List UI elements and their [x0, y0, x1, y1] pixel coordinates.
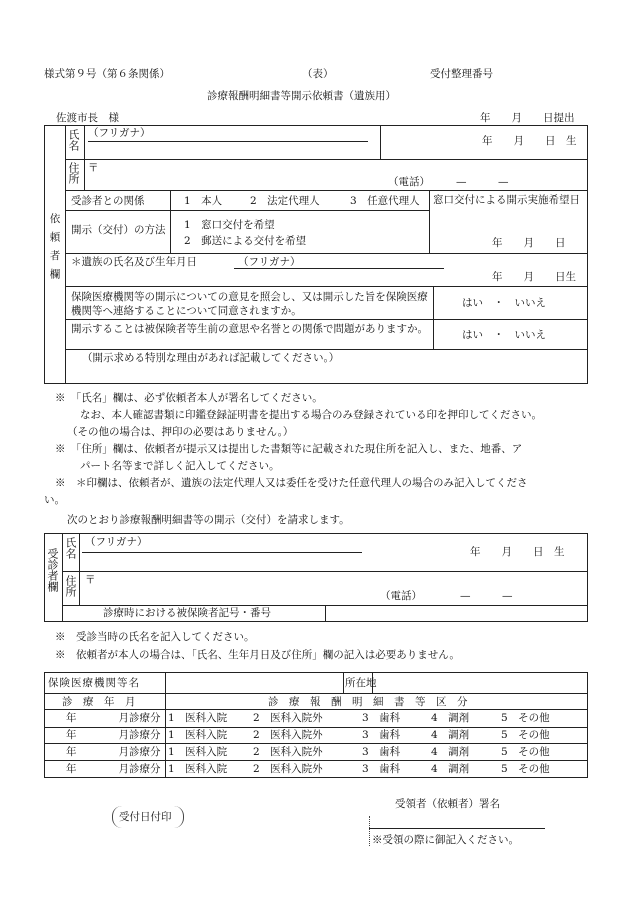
front-side-mark: （表） — [302, 68, 334, 80]
category-medical-outpatient[interactable]: 2 医科入院外 — [253, 729, 323, 741]
insurance-number-label: 診療時における被保険者記号・番号 — [103, 607, 271, 619]
note-asterisk: ※ ＊印欄は、依頼者が、遺族の法定代理人又は委任を受けた任意代理人の場合のみ記入してくださ — [55, 477, 528, 489]
patient-furigana-underline — [82, 552, 362, 553]
postal-mark: 〒 — [88, 162, 99, 174]
note-address-cont: パート名等まで詳しく記入してください。 — [80, 460, 280, 472]
category-medical-outpatient[interactable]: 2 医科入院外 — [253, 763, 323, 775]
category-other[interactable]: 5 その他 — [501, 746, 550, 758]
question-2: 開示することは被保険者等生前の意思や名誉との関係で問題がありますか。 — [71, 323, 428, 335]
category-medical-inpatient[interactable]: 1 医科入院 — [168, 746, 228, 758]
question-2-answer[interactable]: はい ・ いいえ — [462, 329, 546, 341]
patient-phone-label: （電話） — [380, 590, 422, 602]
note-name: ※ 「氏名」欄は、必ず依頼者本人が署名してください。 — [55, 392, 323, 404]
furigana-underline — [88, 141, 368, 142]
category-pharmacy[interactable]: 4 調剤 — [431, 746, 470, 758]
category-pharmacy[interactable]: 4 調剤 — [431, 763, 470, 775]
deceased-underline — [234, 268, 444, 269]
patient-phone-input[interactable]: — — — [460, 590, 513, 602]
institution-name-label: 保険医療機関等名 — [48, 677, 140, 689]
question-1: 保険医療機関等の開示についての意見を照会し、又は開示した旨を保険医療機関等へ連絡することについて同意されますか。 — [71, 291, 428, 317]
requester-address-label: 住所 — [67, 162, 80, 184]
signature-line[interactable] — [369, 828, 545, 829]
patient-furigana[interactable]: （フリガナ） — [85, 536, 148, 548]
addressee: 佐渡市長 様 — [56, 112, 119, 124]
deceased-label: ＊遺族の氏名及び生年月日 — [71, 256, 197, 268]
category-dental[interactable]: 3 歯科 — [362, 712, 401, 724]
note-self-request: ※ 依頼者が本人の場合は、「氏名、生年月日及び住所」欄の記入は必要ありません。 — [55, 649, 460, 661]
window-date-input[interactable]: 年 月 日 — [492, 237, 566, 249]
signature-label: 受領者（依頼者）署名 — [395, 798, 500, 810]
request-sentence: 次のとおり診療報酬明細書等の開示（交付）を請求します。 — [67, 514, 350, 526]
method-label: 開示（交付）の方法 — [71, 224, 166, 236]
month-header: 診 療 年 月 — [62, 696, 136, 708]
category-dental[interactable]: 3 歯科 — [362, 729, 401, 741]
signature-note: ※受領の際に御記入ください。 — [372, 834, 519, 846]
requester-name-label: 氏名 — [67, 129, 80, 151]
category-dental[interactable]: 3 歯科 — [362, 763, 401, 775]
patient-postal-mark: 〒 — [85, 574, 96, 586]
stamp-label: 受付日付印 — [119, 811, 172, 823]
category-other[interactable]: 5 その他 — [501, 729, 550, 741]
row-month[interactable]: 年 月診療分 — [66, 763, 161, 775]
reception-number-label: 受付整理番号 — [430, 68, 493, 80]
category-header: 診 療 報 酬 明 細 書 等 区 分 — [268, 696, 468, 708]
form-number: 様式第９号（第６条関係） — [44, 68, 170, 80]
question-1-answer[interactable]: はい ・ いいえ — [462, 297, 546, 309]
window-date-label: 窓口交付による開示実施希望日 — [433, 194, 580, 206]
patient-section-label: 受診者欄 — [46, 548, 59, 592]
category-dental[interactable]: 3 歯科 — [362, 746, 401, 758]
category-medical-outpatient[interactable]: 2 医科入院外 — [253, 746, 323, 758]
category-pharmacy[interactable]: 4 調剤 — [431, 729, 470, 741]
row-month[interactable]: 年 月診療分 — [66, 712, 161, 724]
category-medical-outpatient[interactable]: 2 医科入院外 — [253, 712, 323, 724]
page-title: 診療報酬明細書等開示依頼書（遺族用） — [207, 90, 396, 102]
category-pharmacy[interactable]: 4 調剤 — [431, 712, 470, 724]
method-option-2[interactable]: 2 郵送による交付を希望 — [184, 235, 307, 247]
deceased-furigana[interactable]: （フリガナ） — [238, 256, 301, 268]
row-month[interactable]: 年 月診療分 — [66, 729, 161, 741]
reception-date-stamp — [112, 806, 184, 828]
patient-birthdate[interactable]: 年 月 日 生 — [470, 546, 565, 558]
deceased-birthdate[interactable]: 年 月 日生 — [492, 271, 576, 283]
category-medical-inpatient[interactable]: 1 医科入院 — [168, 763, 228, 775]
method-option-1[interactable]: 1 窓口交付を希望 — [184, 219, 275, 231]
note-name-seal-other: （その他の場合は、押印の必要はありません。） — [67, 426, 294, 438]
row-month[interactable]: 年 月診療分 — [66, 746, 161, 758]
note-asterisk-cont: い。 — [44, 494, 65, 506]
location-label: 所在地 — [345, 677, 377, 689]
category-medical-inpatient[interactable]: 1 医科入院 — [168, 729, 228, 741]
requester-section-label: 依頼者欄 — [48, 213, 61, 287]
signature-divider — [369, 816, 370, 846]
requester-furigana[interactable]: （フリガナ） — [88, 127, 151, 139]
requester-birthdate[interactable]: 年 月 日 生 — [482, 135, 577, 147]
requester-phone-label: （電話） — [388, 176, 430, 188]
patient-name-label: 氏名 — [64, 537, 77, 559]
relationship-option-3[interactable]: 3 任意代理人 — [350, 195, 420, 207]
category-other[interactable]: 5 その他 — [501, 712, 550, 724]
note-patient-name: ※ 受診当時の氏名を記入してください。 — [55, 631, 255, 643]
reason-note: （開示求める特別な理由があれば記載してください。） — [82, 352, 340, 364]
relationship-option-2[interactable]: 2 法定代理人 — [250, 195, 320, 207]
relationship-option-1[interactable]: 1 本人 — [184, 195, 223, 207]
requester-phone-input[interactable]: — — — [456, 176, 509, 188]
category-other[interactable]: 5 その他 — [501, 763, 550, 775]
relationship-label: 受診者との関係 — [71, 195, 145, 207]
note-name-seal: なお、本人確認書類に印鑑登録証明書を提出する場合のみ登録されている印を押印してください。 — [80, 409, 542, 421]
submission-date[interactable]: 年 月 日提出 — [480, 112, 575, 124]
note-address: ※ 「住所」欄は、依頼者が提示又は提出した書類等に記載された現住所を記入し、また、地番、ア — [55, 443, 523, 455]
patient-address-label: 住所 — [64, 575, 77, 597]
category-medical-inpatient[interactable]: 1 医科入院 — [168, 712, 228, 724]
